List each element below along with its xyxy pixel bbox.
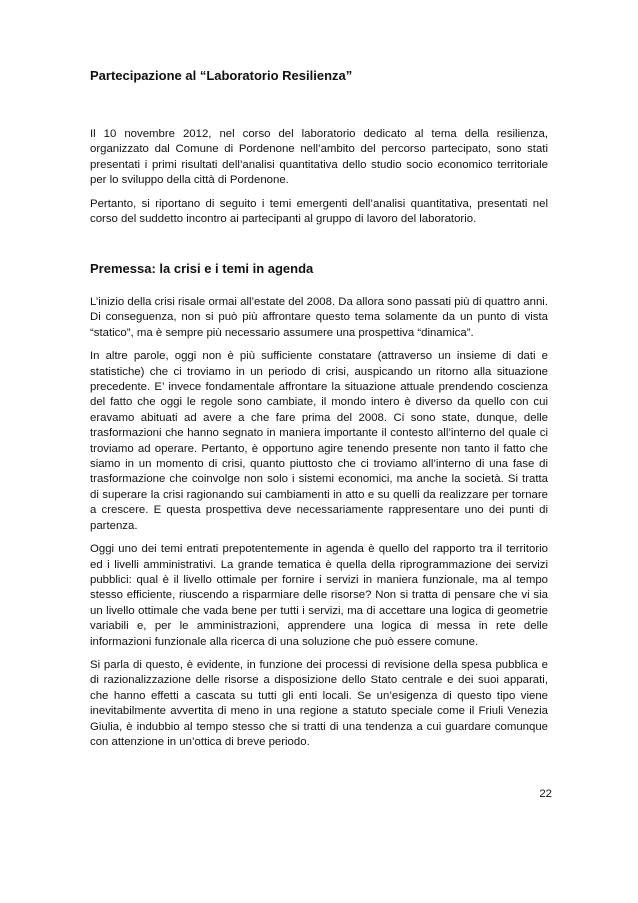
paragraph: L’inizio della crisi risale ormai all’estate del 2008. Da allora sono passati più di quattro anni. Di conseguenza, non si può più affrontare questo tema solamente da un punto di vista “statico”, ma è sempre più necessario assumere una prospettiva “dinamica”. xyxy=(90,296,548,339)
section-title-laboratorio: Partecipazione al “Laboratorio Resilienza” xyxy=(90,68,353,83)
page-number: 22 xyxy=(539,788,552,800)
paragraph: Oggi uno dei temi entrati prepotentemente in agenda è quello del rapporto tra il territorio ed i livelli amministrativi. La grande tematica è quella della riprogrammazione dei servizi pubblici: qual è il livello ottimale per fornire i servizi in maniera funzionale, ma al tempo stesso efficiente, riuscendo a risparmiare delle risorse? Non si tratta di pensare che vi sia un livello ottimale che vada bene per tutti i servizi, ma di accettare una logica di geometrie variabili e, per le amministrazioni, apprendere una logica di messa in rete delle informazioni funzionale alla ricerca di una soluzione che può essere comune. xyxy=(90,543,548,648)
paragraph: Pertanto, si riportano di seguito i temi emergenti dell’analisi quantitativa, presentati nel corso del suddetto incontro ai partecipanti al gruppo di lavoro del laboratorio. xyxy=(90,197,548,226)
paragraph: Il 10 novembre 2012, nel corso del laboratorio dedicato al tema della resilienza, organizzato dal Comune di Pordenone nell’ambito del percorso partecipato, sono stati presentati i primi risultati dell’analisi quantitativa dello studio socio economico territoriale per lo sviluppo della città di Pordenone. xyxy=(90,128,548,187)
section-title-premessa: Premessa: la crisi e i temi in agenda xyxy=(90,261,314,276)
paragraph: Si parla di questo, è evidente, in funzione dei processi di revisione della spesa pubblica e di razionalizzazione delle risorse a disposizione dello Stato centrale e dei suoi apparati, che hanno effetti a cascata su tutti gli enti locali. Se un’esigenza di questo tipo viene inevitabilmente avvertita di meno in una regione a statuto speciale come il Friuli Venezia Giulia, è indubbio al tempo stesso che si tratti di una tendenza a cui guardare comunque con attenzione in un’ottica di breve periodo. xyxy=(90,658,548,748)
paragraph: In altre parole, oggi non è più sufficiente constatare (attraverso un insieme di dati e statistiche) che ci troviamo in un periodo di crisi, auspicando un ritorno alla situazione precedente. E’ invece fondamentale affrontare la situazione attuale prendendo coscienza del fatto che oggi le regole sono cambiate, il mondo intero è diverso da quello con cui eravamo abituati ad avere a che fare prima del 2008. Ci sono state, dunque, delle trasformazioni che hanno segnato in maniera importante il contesto all’interno del quale ci troviamo ad operare. Pertanto, è opportuno agire tenendo presente non tanto il fatto che siamo in un momento di crisi, quanto piuttosto che ci troviamo all’interno di una fase di trasformazione che coinvolge non solo i sistemi economici, ma anche la società. Si tratta di superare la crisi ragionando sui cambiamenti in atto e su quelli da realizzare per tornare a crescere. E questa prospettiva deve necessariamente rappresentare uno dei punti di partenza. xyxy=(90,350,548,532)
section-body-laboratorio xyxy=(90,127,548,235)
document-page xyxy=(90,0,548,903)
section-body-premessa xyxy=(90,295,548,758)
